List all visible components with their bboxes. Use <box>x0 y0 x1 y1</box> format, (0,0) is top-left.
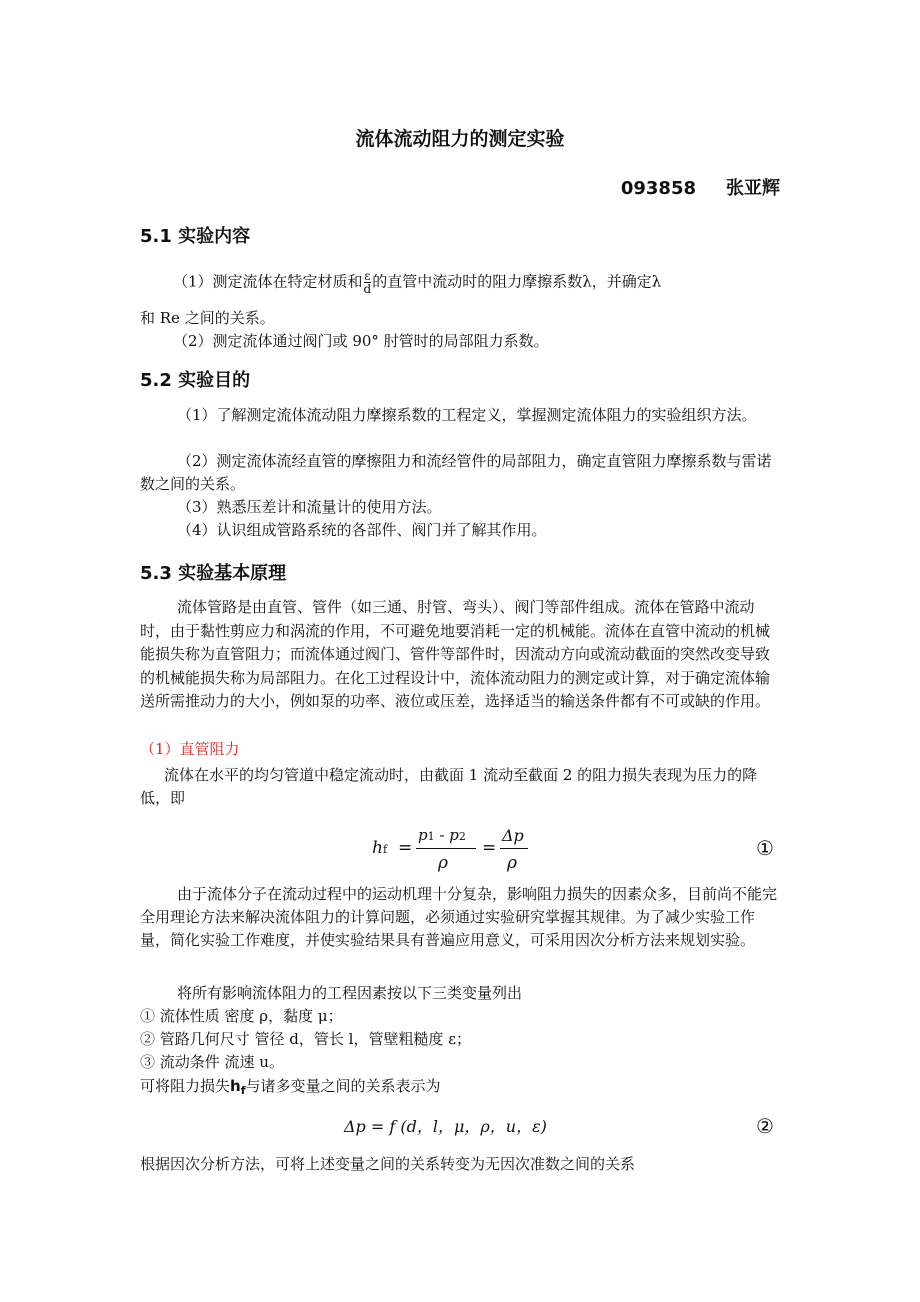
section-heading-5-3: 5.3 实验基本原理 <box>140 563 287 584</box>
roughness-fraction <box>364 270 372 295</box>
purpose-item-2: （2）测定流体流经直管的摩擦阻力和流经管件的局部阻力，确定直管阻力摩擦系数与雷诺数之间的关系。 <box>140 452 772 493</box>
eq1-denominator-1: ρ <box>438 853 448 873</box>
variable-item-3: ③ 流动条件 流速 u。 <box>140 1053 284 1071</box>
content-item-1 <box>140 270 780 295</box>
principle-paragraph-5: 可将阻力损失$h_f$与诸多变量之间的关系表示为 <box>140 1077 441 1097</box>
content-item-1-cont: 和 Re 之间的关系。 <box>140 309 275 327</box>
principle-paragraph-1: 流体管路是由直管、管件（如三通、肘管、弯头）、阀门等部件组成。流体在管路中流动时，由于黏性剪应力和涡流的作用，不可避免地要消耗一定的机械能。流体在直管中流动的机械能损失称为直管阻力；而流体通过阀门、管件等部件时，因流动方向或流动截面的突然改变导致的机械能损失称为局部阻力。在化工过程设计中，流体流动阻力的测定或计算，对于确定流体输送所需推动力的大小，例如泵的功率、液位或压差，选择适当的输送条件都有不可或缺的作用。 <box>140 598 771 710</box>
equation-number-2: ② <box>756 1114 774 1138</box>
variable-item-2: ② 管路几何尺寸 管径 d，管长 l，管壁粗糙度 ε； <box>140 1030 472 1048</box>
content-item-1-text-b: 的直管中流动时的阻力摩擦系数λ，并确定λ <box>372 272 662 291</box>
section-heading-5-2: 5.2 实验目的 <box>140 370 251 391</box>
eq1-equals-2: = <box>482 838 497 858</box>
subsection-straight-pipe: （1）直管阻力 <box>140 740 240 758</box>
equation-number-1: ① <box>756 836 774 860</box>
section-heading-5-1: 5.1 实验内容 <box>140 226 251 247</box>
content-item-1-text-a: （1）测定流体在特定材质和 <box>173 272 363 291</box>
author-name: 张亚辉 <box>726 178 780 199</box>
fraction-denominator: d <box>363 282 372 296</box>
eq1-lhs: hf <box>372 838 388 858</box>
principle-paragraph-6: 根据因次分析方法，可将上述变量之间的关系转变为无因次准数之间的关系 <box>140 1155 636 1173</box>
variable-item-1: ① 流体性质 密度 ρ，黏度 μ； <box>140 1007 343 1025</box>
fraction-numerator: ε <box>364 269 371 283</box>
author-line <box>621 174 780 200</box>
principle-paragraph-2: 流体在水平的均匀管道中稳定流动时，由截面 1 流动至截面 2 的阻力损失表现为压力的降低，即 <box>140 766 758 807</box>
eq1-numerator: p1 - p2 <box>418 826 466 844</box>
purpose-item-1: （1）了解测定流体流动阻力摩擦系数的工程定义，掌握测定流体阻力的实验组织方法。 <box>177 406 757 424</box>
principle-paragraph-3: 由于流体分子在流动过程中的运动机理十分复杂，影响阻力损失的因素众多，目前尚不能完全用理论方法来解决流体阻力的计算问题，必须通过实验研究掌握其规律。为了减少实验工作量，简化实验工作难度，并使实验结果具有普遍应用意义，可采用因次分析方法来规划实验。 <box>140 885 778 949</box>
eq1-fraction-line-1 <box>416 848 476 849</box>
purpose-item-4: （4）认识组成管路系统的各部件、阀门并了解其作用。 <box>177 521 547 539</box>
purpose-item-3: （3）熟悉压差计和流量计的使用方法。 <box>177 498 442 516</box>
document-title: 流体流动阻力的测定实验 <box>355 128 565 150</box>
student-id: 093858 <box>620 178 696 199</box>
eq2-expression: Δp = f (d，l，μ，ρ，u，ε) <box>344 1117 547 1136</box>
principle-paragraph-4: 将所有影响流体阻力的工程因素按以下三类变量列出 <box>177 984 523 1002</box>
eq1-numerator-2: Δp <box>502 826 524 845</box>
eq1-denominator-2: ρ <box>507 853 517 873</box>
eq1-equals-1: = <box>398 838 413 858</box>
content-item-2: （2）测定流体通过阀门或 90° 肘管时的局部阻力系数。 <box>173 332 549 350</box>
eq1-fraction-line-2 <box>500 848 528 849</box>
